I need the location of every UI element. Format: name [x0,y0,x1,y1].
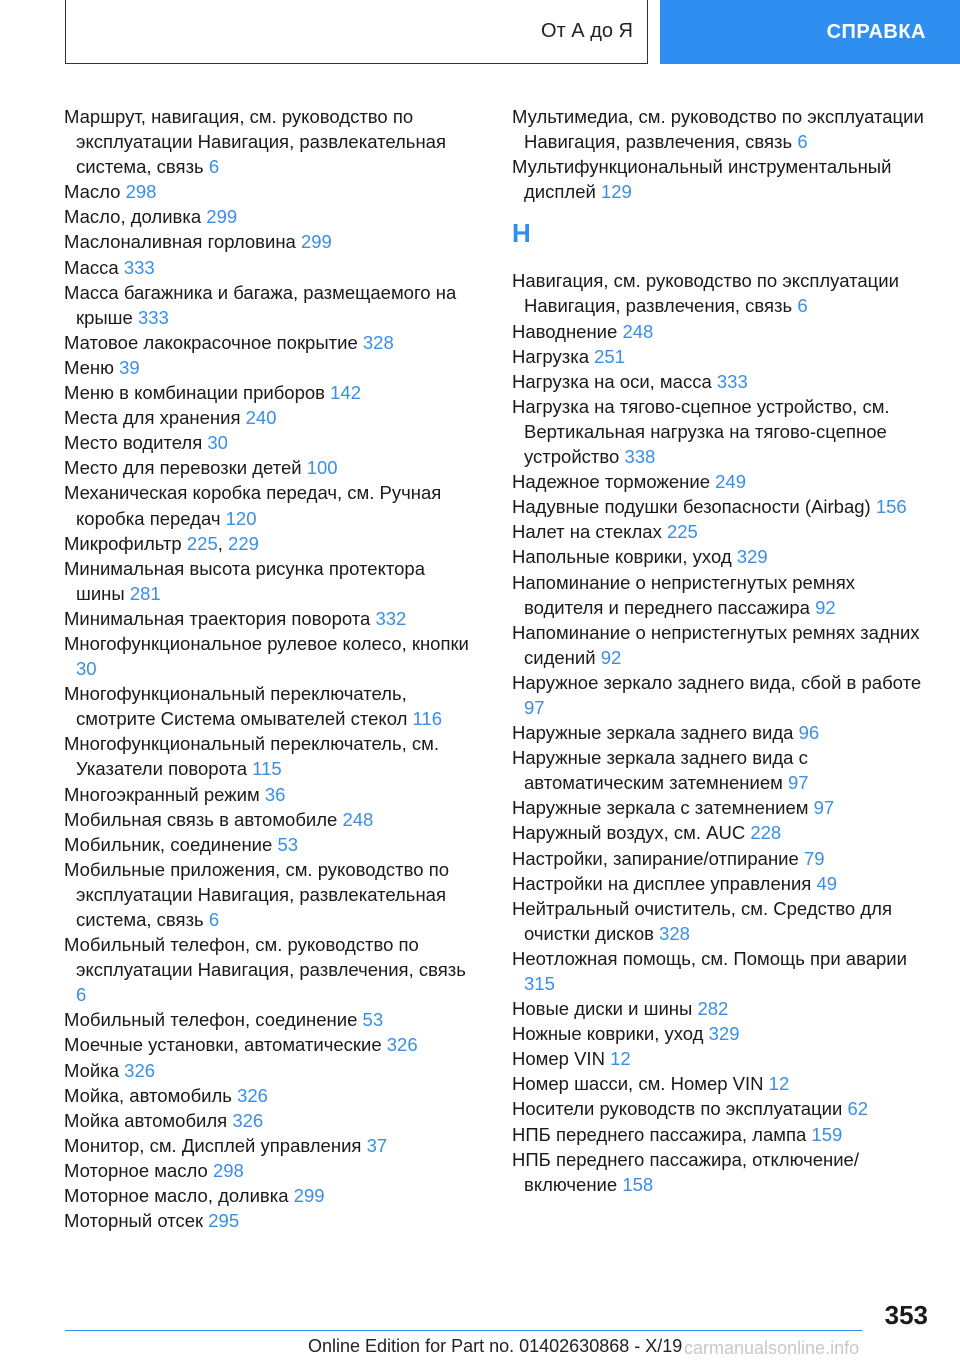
index-entry-text: Наружный воздух, см. AUC [512,822,746,844]
page-reference-link[interactable]: 248 [342,808,374,830]
index-entry-text: НПБ переднего пассажира, лампа [512,1123,807,1145]
page-reference-link[interactable]: 326 [386,1034,418,1056]
index-entry-text: Надувные подушки безопасности (Airbag) [512,496,871,518]
index-entry [512,670,932,720]
index-entry [512,820,932,845]
index-entry [64,807,474,832]
index-entry [64,204,474,229]
page-reference-link[interactable]: 328 [362,331,394,353]
index-entry-text: Наружные зеркала заднего вида [512,722,794,744]
index-entry [64,430,474,455]
index-entry-text: Маршрут, навигация, см. руководство по эксплуатации Навигация, развлекательная система, связь [64,106,446,178]
index-entry-text: Нагрузка [512,345,589,367]
index-entry-text: Наружные зеркала с затемнением [512,797,809,819]
index-entry-text: Мобильные приложения, см. руководство по эксплуатации Навигация, развлекательная система, связь [64,858,449,930]
index-entry-text: Нагрузка на оси, масса [512,370,712,392]
page-reference-link[interactable]: 225 [186,532,218,554]
page-reference-link[interactable]: 298 [125,181,157,203]
index-entry [512,268,932,318]
index-entry [64,1032,474,1057]
index-entry-text: Напоминание о непристегнутых ремнях водителя и переднего пассажира [512,571,856,618]
page-reference-link[interactable]: 251 [594,345,626,367]
page-reference-link[interactable]: 53 [277,833,299,855]
index-entry [64,1208,474,1233]
page-reference-link[interactable]: 282 [697,998,729,1020]
page-reference-link[interactable]: 6 [797,131,808,153]
page-reference-link[interactable]: 30 [207,432,228,454]
index-entry [64,731,474,781]
index-entry-text: Многофункциональное рулевое колесо, кнопки [64,632,469,654]
index-entry-text: Матовое лакокрасочное покрытие [64,331,358,353]
page-reference-link[interactable]: 298 [212,1159,244,1181]
index-entry [64,681,474,731]
index-entry-text: Надежное торможение [512,471,710,493]
index-entry-text: Многофункциональный переключатель, см. Указатели поворота [64,733,439,780]
index-entry-text: Мультифункциональный инструментальный дисплей [512,156,892,203]
page-reference-link[interactable]: 115 [252,758,282,780]
page-reference-link[interactable]: 39 [119,356,140,378]
index-entry [64,355,474,380]
index-group-m-continued [512,104,932,204]
index-entry-text: Масло [64,181,121,203]
page-reference-link[interactable]: 92 [815,596,836,618]
index-column-left [64,104,474,1233]
index-entry-text: Механическая коробка передач, см. Ручная коробка передач [64,482,442,529]
index-entry-text: Моечные установки, автоматические [64,1034,382,1056]
tab-a-to-z[interactable] [65,0,648,64]
page-reference-link[interactable]: 333 [716,370,748,392]
index-entry-text: Масло, доливка [64,206,202,228]
index-entry [512,1021,932,1046]
page-reference-link[interactable]: 96 [798,722,820,744]
index-entry [64,280,474,330]
page-reference-link[interactable]: 6 [797,295,808,317]
watermark: carmanualsonline.info [684,1338,860,1358]
index-entry [64,405,474,430]
index-entry-text: Ножные коврики, уход [512,1023,704,1045]
page-reference-link[interactable]: 30 [76,658,97,680]
index-entry-text: Места для хранения [64,407,241,429]
index-entry [64,631,474,681]
index-entry [64,229,474,254]
index-entry [64,1183,474,1208]
index-entry-text: Место водителя [64,432,203,454]
tab-reference-label: СПРАВКА [826,20,926,43]
index-entry-text: Мультимедиа, см. руководство по эксплуатации Навигация, развлечения, связь [512,106,924,153]
footer-edition-text: Online Edition for Part no. 01402630868 - X/19 [308,1336,683,1356]
index-entry-text: Мойка [64,1059,120,1081]
index-entry [512,469,932,494]
page-reference-link[interactable]: 6 [208,156,220,178]
page-reference-link[interactable]: 225 [666,521,698,543]
index-entry [512,1046,932,1071]
index-entry-text: Настройки, запирание/отпирание [512,847,799,869]
index-entry [512,896,932,946]
index-entry [64,1083,474,1108]
index-entry [64,455,474,480]
page-reference-link[interactable]: 37 [366,1134,388,1156]
page-reference-link[interactable]: 142 [330,382,361,404]
index-entry [64,1007,474,1032]
index-entry [512,544,932,569]
page-reference-link[interactable]: 53 [362,1009,384,1031]
page-reference-link[interactable]: 229 [228,532,259,554]
index-entry [64,480,474,530]
index-entry-text: Напоминание о непристегнутых ремнях задних сидений [512,621,920,668]
index-entry-text: Минимальная высота рисунка протектора шины [64,557,426,604]
index-entry-text: Моторное масло, доливка [64,1185,289,1207]
index-entry-text: Носители руководств по эксплуатации [512,1098,843,1120]
page-reference-link[interactable]: 295 [208,1210,240,1232]
index-entry [512,846,932,871]
page-reference-link[interactable]: 79 [803,847,825,869]
page-reference-link[interactable]: 338 [624,446,656,468]
index-group-n [512,268,932,1196]
page-reference-link[interactable]: 62 [847,1098,869,1120]
index-entry-text: Неотложная помощь, см. Помощь при аварии [512,947,907,969]
index-entry-text: Нейтральный очиститель, см. Средство для очистки дисков [512,897,892,944]
index-entry-text: Напольные коврики, уход [512,546,732,568]
page-reference-link[interactable]: 158 [622,1173,654,1195]
index-entry [512,996,932,1021]
page-reference-link[interactable]: 12 [768,1073,790,1095]
index-entry [512,519,932,544]
index-entry [64,1158,474,1183]
page-reference-link[interactable]: 240 [245,407,277,429]
index-entry [64,606,474,631]
page-number: 353 [884,1300,928,1330]
index-entry [64,255,474,280]
page-reference-link[interactable]: 329 [708,1023,740,1045]
page-reference-link[interactable]: 315 [524,973,555,994]
index-entry [512,946,932,996]
index-entry-text: Мобильная связь в автомобиле [64,808,338,830]
index-entry [512,394,932,469]
index-entry-text: Наружное зеркало заднего вида, сбой в работе [512,671,922,693]
index-entry [512,494,932,519]
index-entry-text: Номер VIN [512,1048,605,1070]
index-entry [512,795,932,820]
index-entry-text: Мобильник, соединение [64,833,273,855]
page-reference-link[interactable]: 281 [129,582,161,604]
index-entry-text: Моторное масло [64,1159,208,1181]
index-entry [512,871,932,896]
section-letter-heading: Н [512,218,531,249]
index-entry [64,179,474,204]
page-reference-link[interactable]: 326 [232,1109,264,1131]
index-entry [64,556,474,606]
index-entry [512,369,932,394]
page-reference-link[interactable]: 159 [811,1123,843,1145]
index-entry [64,832,474,857]
index-entry-text: Номер шасси, см. Номер VIN [512,1073,764,1095]
index-entry-text: Навигация, см. руководство по эксплуатации Навигация, развлечения, связь [512,270,899,317]
index-column-right [512,104,932,1197]
page-reference-link[interactable]: 49 [816,872,838,894]
page-reference-link[interactable]: 326 [124,1059,156,1081]
page-reference-link[interactable]: 329 [736,546,768,568]
index-entry [64,1133,474,1158]
tab-a-to-z-label: От А до Я [541,20,633,42]
footer-divider [65,1330,862,1331]
index-entry [512,1096,932,1121]
page-reference-link[interactable]: 328 [659,922,690,944]
index-entry [512,344,932,369]
page-reference-link[interactable]: 6 [76,984,87,1006]
index-entry-text: Мойка автомобиля [64,1109,228,1131]
index-entry-text: Меню в комбинации приборов [64,382,325,404]
index-entry-text: Нагрузка на тягово-сцепное устройство, см. Вертикальная нагрузка на тягово-сцепное устройство [512,395,890,468]
index-entry-text: Наружные зеркала заднего вида с автоматическим затемнением [512,747,808,794]
index-entry-text: Микрофильтр [64,532,182,554]
index-entry-text: Многофункциональный переключатель, смотрите Система омывателей стекол [64,683,408,730]
index-entry-text: Моторный отсек [64,1210,204,1232]
index-entry-text: Многоэкранный режим [64,783,260,805]
index-entry [64,380,474,405]
page-reference-link[interactable]: 129 [600,181,632,203]
page-reference-link[interactable]: 120 [225,507,257,529]
index-entry [512,319,932,344]
page-reference-link[interactable]: 333 [137,306,169,328]
page-reference-link[interactable]: 299 [293,1185,325,1207]
index-entry [64,1108,474,1133]
index-entry [64,857,474,932]
index-entry [512,1071,932,1096]
page-reference-link[interactable]: 97 [524,696,545,718]
page-reference-link[interactable]: 332 [375,607,407,629]
index-entry [512,620,932,670]
index-entry [64,782,474,807]
index-entry [512,154,932,204]
index-entry [512,1147,932,1197]
index-entry-text: Наводнение [512,320,618,342]
index-entry [512,720,932,745]
page-reference-link[interactable]: 333 [123,256,155,278]
index-entry-text: Меню [64,356,114,378]
page-reference-link[interactable]: 228 [750,822,782,844]
index-entry [64,104,474,179]
index-entry-text: Новые диски и шины [512,998,693,1020]
index-entry-text: Маслоналивная горловина [64,231,296,253]
index-entry-text: НПБ переднего пассажира, отключение/включение [512,1148,859,1195]
tab-reference[interactable] [660,0,960,64]
index-entry [512,1122,932,1147]
page-reference-link[interactable]: 36 [264,783,286,805]
index-entry-text: Налет на стеклах [512,521,662,543]
page-reference-link[interactable]: 116 [412,708,443,730]
index-entry [64,932,474,1007]
index-entry [512,745,932,795]
page-reference-link[interactable]: 249 [715,471,746,493]
page-reference-link[interactable]: 12 [610,1048,631,1070]
index-entry [512,104,932,154]
index-entry [64,1058,474,1083]
index-entry-text: Масса [64,256,119,278]
index-entry [64,330,474,355]
index-entry-text: Место для перевозки детей [64,457,302,479]
index-entry-text: Минимальная траектория поворота [64,607,371,629]
index-entry-text: Монитор, см. Дисплей управления [64,1134,362,1156]
page-reference-link[interactable]: 156 [875,496,907,518]
page-reference-link[interactable]: 97 [787,772,809,794]
index-entry-text: Мобильный телефон, соединение [64,1009,358,1031]
page-reference-link[interactable]: 299 [300,231,332,253]
page-reference-link[interactable]: 248 [622,320,654,342]
index-entry-text: Мобильный телефон, см. руководство по эксплуатации Навигация, развлечения, связь [64,934,466,981]
index-entry [512,570,932,620]
index-entry: Микрофильтр 225, 229 [64,532,259,554]
page-reference-link[interactable]: 92 [600,646,622,668]
page-reference-link[interactable]: 6 [208,909,220,930]
page-reference-link[interactable]: 97 [813,797,835,819]
page-reference-link[interactable]: 326 [237,1084,268,1106]
page-reference-link[interactable]: 100 [306,457,338,479]
page-reference-link[interactable]: 299 [206,206,238,228]
index-entry-text: Настройки на дисплее управления [512,872,812,894]
index-entry-text: Мойка, автомобиль [64,1084,232,1106]
index-entry-text: Масса багажника и багажа, размещаемого на крыше [64,281,457,328]
